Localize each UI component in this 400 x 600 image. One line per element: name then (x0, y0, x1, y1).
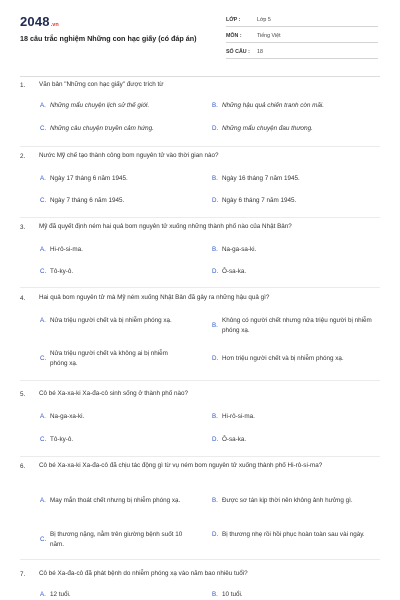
logo-domain: .vn (50, 22, 59, 28)
logo-text: 2048 (20, 14, 50, 29)
question-text: Cô bé Xa-xa-ki Xa-đa-cô sinh sống ở thành phố nào? (39, 390, 189, 397)
answer-option[interactable] (212, 496, 377, 506)
question-number: 7. (20, 571, 26, 578)
option-key: A. (40, 317, 46, 324)
answer-option[interactable] (40, 530, 190, 549)
option-text: Na-ga-sa-ki. (222, 246, 257, 253)
answer-option[interactable] (40, 267, 190, 277)
answer-option[interactable] (212, 174, 377, 184)
option-key: A. (40, 591, 46, 598)
option-text: Nửa triệu người chết và bị nhiễm phóng xạ. (50, 317, 172, 324)
question-divider (20, 217, 380, 218)
option-key: D. (212, 436, 219, 443)
answer-option[interactable] (40, 196, 190, 206)
option-key: C. (40, 535, 47, 543)
answer-option[interactable] (212, 590, 377, 600)
option-key: B. (212, 175, 218, 182)
option-key: B. (212, 102, 218, 109)
answer-option[interactable] (40, 496, 190, 506)
option-key: D. (212, 125, 219, 132)
meta-label: SỐ CÂU : (226, 48, 250, 55)
meta-subject (226, 29, 378, 43)
option-key: D. (212, 197, 219, 204)
meta-value: Lớp 5 (257, 16, 271, 23)
option-text: Ngày 7 tháng 6 năm 1945. (50, 197, 125, 204)
option-text: Không có người chết nhưng nửa triệu người bị nhiễm phóng xạ. (222, 317, 372, 334)
option-key: D. (212, 268, 219, 275)
meta-grade (226, 13, 378, 27)
question-text: Cô bé Xa-xa-ki Xa-đa-cô đã chịu tác động gì từ vụ ném bom nguyên tử xuống thành phố Hi-rô-si-ma? (39, 462, 323, 469)
answer-option[interactable] (212, 316, 377, 335)
answer-option[interactable] (40, 174, 190, 184)
meta-label: MÔN : (226, 32, 242, 39)
question-text: Hai quả bom nguyên tử mà Mỹ ném xuống Nhật Bản đã gây ra những hậu quả gì? (39, 294, 270, 301)
question-number: 4. (20, 295, 26, 302)
option-text: Được sơ tán kịp thời nên không ảnh hưởng gì. (222, 497, 353, 504)
question-text: Văn bản "Những con hạc giấy" được trích từ (39, 81, 164, 88)
question-text: Nước Mỹ chế tạo thành công bom nguyên tử vào thời gian nào? (39, 152, 219, 159)
option-key: C. (40, 436, 47, 443)
option-key: C. (40, 268, 47, 275)
answer-option[interactable] (40, 124, 190, 134)
meta-question-count (226, 45, 378, 59)
question-divider (20, 380, 380, 381)
answer-option[interactable] (212, 196, 377, 206)
meta-value: 18 (257, 48, 263, 55)
answer-option[interactable] (212, 245, 377, 255)
header-divider (20, 76, 380, 77)
answer-option[interactable] (40, 316, 190, 326)
option-key: C. (40, 197, 47, 204)
question-number: 2. (20, 153, 26, 160)
question-divider (20, 456, 380, 457)
answer-option[interactable] (40, 590, 190, 600)
option-key: A. (40, 497, 46, 504)
option-text: Nửa triệu người chết và không ai bị nhiễm phóng xạ. (50, 350, 168, 367)
question-divider (20, 559, 380, 560)
option-text: Những hậu quả chiến tranh còn mãi. (222, 102, 325, 109)
option-text: Những mẩu chuyện đau thương. (222, 125, 313, 132)
answer-option[interactable] (40, 101, 190, 111)
answer-option[interactable] (40, 435, 190, 445)
meta-label: LỚP : (226, 16, 241, 23)
answer-option[interactable] (40, 412, 190, 422)
document-header (0, 0, 400, 66)
option-text: Hi-rô-si-ma. (50, 246, 83, 253)
question-number: 5. (20, 391, 26, 398)
option-text: Na-ga-xa-ki. (50, 413, 85, 420)
page-title: 18 câu trắc nghiệm Những con hạc giấy (có đáp án) (20, 34, 197, 43)
question-number: 1. (20, 82, 26, 89)
option-key: A. (40, 246, 46, 253)
answer-option[interactable] (212, 412, 377, 422)
question-number: 3. (20, 224, 26, 231)
option-text: Ô-sa-ka. (222, 268, 247, 275)
option-text: Ngày 6 tháng 7 năm 1945. (222, 197, 297, 204)
answer-option[interactable] (40, 245, 190, 255)
option-text: Ngày 17 tháng 6 năm 1945. (50, 175, 128, 182)
site-logo[interactable] (20, 15, 59, 29)
option-text: Tô-ky-ô. (50, 436, 74, 443)
option-key: B. (212, 497, 218, 504)
answer-option[interactable] (40, 349, 190, 368)
option-text: Những câu chuyện truyền cảm hứng. (50, 125, 154, 132)
answer-option[interactable] (212, 101, 377, 111)
question-text: Cô bé Xa-đa-cô đã phát bệnh do nhiễm phóng xạ vào năm bao nhiêu tuổi? (39, 570, 248, 577)
option-text: Hi-rô-si-ma. (222, 413, 255, 420)
answer-option[interactable] (212, 435, 377, 445)
option-key: B. (212, 591, 218, 598)
option-text: Bị thương nhẹ rồi hồi phục hoàn toàn sau vài ngày. (222, 531, 365, 538)
option-text: 12 tuổi. (50, 591, 71, 598)
option-text: Những mẩu chuyện lịch sử thế giới. (50, 102, 150, 109)
option-text: Hơn triệu người chết và bị nhiễm phóng xạ. (222, 355, 344, 362)
option-text: Ô-sa-ka. (222, 436, 247, 443)
option-text: Tô-ky-ô. (50, 268, 74, 275)
question-text: Mỹ đã quyết định ném hai quả bom nguyên tử xuống những thành phố nào của Nhật Bản? (39, 223, 292, 230)
option-text: May mắn thoát chết nhưng bị nhiễm phóng xạ. (50, 497, 181, 504)
option-text: Bị thương nặng, nằm trên giường bệnh suốt 10 năm. (50, 531, 183, 548)
option-key: B. (212, 246, 218, 253)
option-text: Ngày 16 tháng 7 năm 1945. (222, 175, 300, 182)
answer-option[interactable] (212, 354, 377, 364)
meta-value: Tiếng Việt (257, 32, 281, 39)
option-text: 10 tuổi. (222, 591, 243, 598)
answer-option[interactable] (212, 124, 377, 134)
option-key: B. (212, 321, 218, 329)
question-number: 6. (20, 463, 26, 470)
answer-option[interactable] (212, 530, 377, 540)
option-key: A. (40, 175, 46, 182)
option-key: C. (40, 354, 47, 362)
option-key: B. (212, 413, 218, 420)
answer-option[interactable] (212, 267, 377, 277)
option-key: C. (40, 125, 47, 132)
question-divider (20, 146, 380, 147)
option-key: A. (40, 413, 46, 420)
option-key: D. (212, 531, 219, 538)
option-key: D. (212, 355, 219, 362)
option-key: A. (40, 102, 46, 109)
question-divider (20, 287, 380, 288)
